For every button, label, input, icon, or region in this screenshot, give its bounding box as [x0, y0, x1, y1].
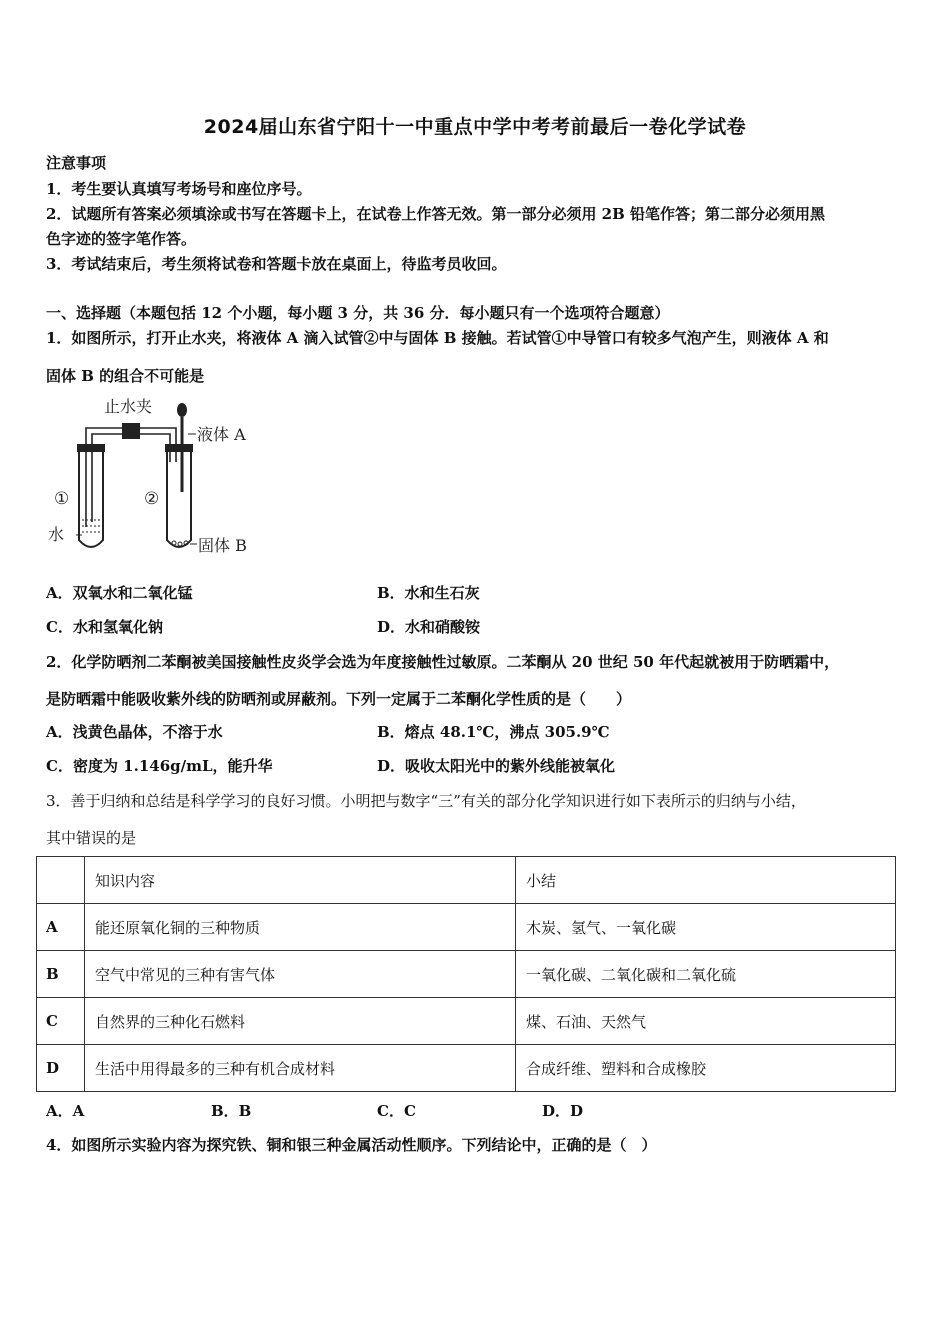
q2-option-b[interactable]: B．熔点 48.1℃，沸点 305.9℃ — [377, 723, 610, 741]
table-row — [37, 951, 896, 998]
clamp-icon — [122, 423, 140, 439]
table-row — [37, 1045, 896, 1092]
question-2-text: 2．化学防晒剂二苯酮被美国接触性皮炎学会选为年度接触性过敏原。二苯酮从 20 世纪 50 年代起就被用于防晒霜中， — [46, 653, 840, 671]
table-row — [37, 998, 896, 1045]
q3-option-c[interactable]: C．C — [377, 1102, 416, 1120]
notice-item: 2．试题所有答案必须填涂或书写在答题卡上，在试卷上作答无效。第一部分必须用 2B 铅笔作答；第二部分必须用黑 — [46, 205, 826, 223]
q1-option-d[interactable]: D．水和硝酸铵 — [377, 618, 481, 636]
tube-1-label: ① — [54, 489, 70, 509]
question-3-text-cont: 其中错误的是 — [46, 829, 137, 847]
q1-option-c[interactable]: C．水和氢氧化钠 — [46, 618, 163, 636]
table-header-row — [37, 857, 896, 904]
clamp-label: 止水夹 — [104, 397, 153, 416]
table-row — [37, 904, 896, 951]
table-cell: 煤、石油、天然气 — [516, 998, 896, 1045]
question-1-text-cont: 固体 B 的组合不可能是 — [46, 367, 205, 385]
tube-2-label: ② — [144, 489, 160, 509]
q2-option-a[interactable]: A．浅黄色晶体，不溶于水 — [46, 723, 223, 741]
q1-option-b[interactable]: B．水和生石灰 — [377, 584, 480, 602]
table-row-label: B — [37, 951, 85, 998]
apparatus-figure — [40, 392, 280, 562]
question-4-text: 4．如图所示实验内容为探究铁、铜和银三种金属活动性顺序。下列结论中，正确的是（ ） — [46, 1136, 657, 1154]
question-3-text: 3．善于归纳和总结是科学学习的良好习惯。小明把与数字“三”有关的部分化学知识进行如下表所示的归纳与小结， — [46, 792, 806, 810]
glass-pipe — [86, 428, 176, 527]
page-title: 2024届山东省宁阳十一中重点中学中考考前最后一卷化学试卷 — [203, 116, 747, 138]
table-cell: 木炭、氢气、一氧化碳 — [516, 904, 896, 951]
table-row-label: A — [37, 904, 85, 951]
summary-table — [36, 856, 896, 1092]
solid-b-label: 固体 B — [198, 536, 247, 555]
liquid-a-label: 液体 A — [197, 425, 246, 444]
question-1-text: 1．如图所示，打开止水夹，将液体 A 滴入试管②中与固体 B 接触。若试管①中导管口有较多气泡产生，则液体 A 和 — [46, 329, 829, 347]
table-row-label: D — [37, 1045, 85, 1092]
question-2-text-cont: 是防晒霜中能吸收紫外线的防晒剂或屏蔽剂。下列一定属于二苯酮化学性质的是（ ） — [46, 690, 632, 708]
notice-item: 3．考试结束后，考生须将试卷和答题卡放在桌面上，待监考员收回。 — [46, 255, 507, 273]
test-tube-1 — [77, 444, 105, 547]
q2-option-d[interactable]: D．吸收太阳光中的紫外线能被氧化 — [377, 757, 616, 775]
q1-option-a[interactable]: A．双氧水和二氧化锰 — [46, 584, 193, 602]
q3-option-d[interactable]: D．D — [542, 1102, 584, 1120]
table-cell: 自然界的三种化石燃料 — [85, 998, 516, 1045]
q2-option-c[interactable]: C．密度为 1.146g/mL，能升华 — [46, 757, 273, 775]
table-cell: 空气中常见的三种有害气体 — [85, 951, 516, 998]
table-row-label: C — [37, 998, 85, 1045]
q3-option-b[interactable]: B．B — [211, 1102, 252, 1120]
table-cell — [37, 857, 85, 904]
table-cell: 能还原氧化铜的三种物质 — [85, 904, 516, 951]
section-heading: 一、选择题（本题包括 12 个小题，每小题 3 分，共 36 分．每小题只有一个选项符合题意） — [46, 304, 670, 322]
table-cell: 一氧化碳、二氧化碳和二氧化硫 — [516, 951, 896, 998]
table-header-content: 知识内容 — [85, 857, 516, 904]
notice-item: 色字迹的签字笔作答。 — [46, 230, 197, 248]
q3-option-a[interactable]: A．A — [46, 1102, 85, 1120]
notice-heading: 注意事项 — [46, 154, 107, 172]
water-label: 水 — [48, 525, 65, 544]
table-cell: 生活中用得最多的三种有机合成材料 — [85, 1045, 516, 1092]
table-cell: 合成纤维、塑料和合成橡胶 — [516, 1045, 896, 1092]
notice-item: 1．考生要认真填写考场号和座位序号。 — [46, 180, 312, 198]
table-header-summary: 小结 — [516, 857, 896, 904]
